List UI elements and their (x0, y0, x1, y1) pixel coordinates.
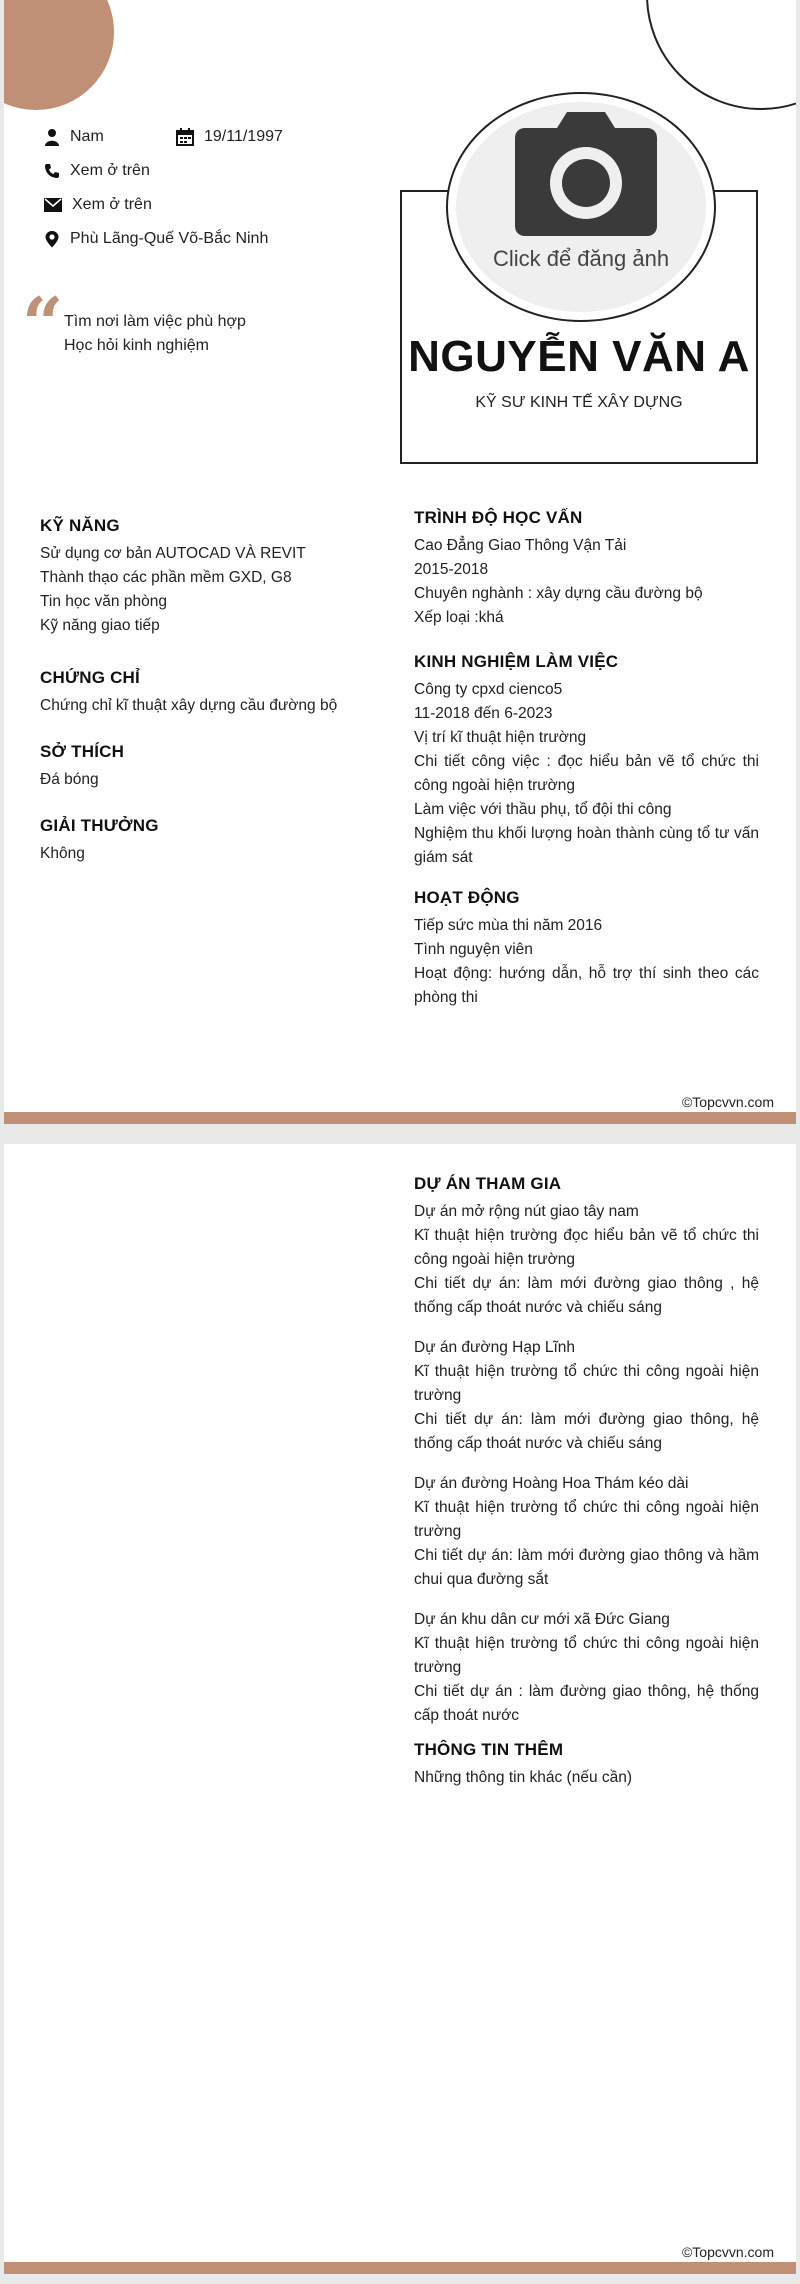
project-line: Dự án đường Hạp Lĩnh (414, 1339, 576, 1356)
experience-item: Nghiệm thu khối lượng hoàn thành cùng tổ tư vấn giám sát (414, 825, 759, 866)
full-name: NGUYỄN VĂN A (408, 332, 750, 381)
section-title: KỸ NĂNG (40, 516, 120, 535)
education-item: Chuyên nghành : xây dựng cầu đường bộ (414, 585, 703, 602)
address-text: Phù Lãng-Quế Võ-Bắc Ninh (70, 230, 269, 247)
email-row (44, 196, 152, 214)
address-row (44, 230, 268, 248)
project-line: Chi tiết dự án: làm mới đường giao thông và hầm chui qua đường sắt (414, 1547, 759, 1588)
project-line: Chi tiết dự án : làm đường giao thông, hệ thống cấp thoát nước (414, 1683, 759, 1724)
skill-item: Kỹ năng giao tiếp (40, 617, 160, 634)
project-item (414, 1200, 759, 1320)
career-objective (64, 310, 246, 358)
phone-row (44, 162, 150, 180)
skill-item: Sử dụng cơ bản AUTOCAD VÀ REVIT (40, 545, 306, 562)
more-info-item: Những thông tin khác (nếu cần) (414, 1769, 633, 1786)
job-title: KỸ SƯ KINH TẾ XÂY DỰNG (475, 394, 683, 411)
cv-page-2 (4, 1144, 796, 2274)
gender-row (44, 128, 104, 146)
phone-icon (44, 163, 60, 179)
quote-icon: “ (22, 281, 64, 366)
section-title: HOẠT ĐỘNG (414, 888, 520, 907)
avatar-upload-label: Click để đăng ảnh (492, 246, 670, 271)
section-title: GIẢI THƯỞNG (40, 816, 159, 835)
section-title: TRÌNH ĐỘ HỌC VẤN (414, 508, 583, 527)
section-title: SỞ THÍCH (40, 742, 125, 761)
skill-item: Tin học văn phòng (40, 593, 167, 610)
section-title: KINH NGHIỆM LÀM VIỆC (414, 652, 619, 671)
activity-item: Tiếp sức mùa thi năm 2016 (414, 917, 603, 934)
experience-item: 11-2018 đến 6-2023 (414, 705, 553, 722)
project-line: Dự án mở rộng nút giao tây nam (414, 1203, 639, 1220)
objective-line: Học hỏi kinh nghiệm (64, 337, 209, 354)
project-line: Chi tiết dự án: làm mới đường giao thông , hệ thống cấp thoát nước và chiếu sáng (414, 1275, 759, 1316)
education-item: Cao Đẳng Giao Thông Vận Tải (414, 537, 627, 554)
education-item: Xếp loại :khá (414, 609, 504, 626)
footer-accent-bar (4, 2262, 796, 2274)
decorative-corner-circle (4, 0, 114, 110)
decorative-ring (646, 0, 796, 110)
hobby-item: Đá bóng (40, 771, 99, 788)
hobbies-section (40, 742, 385, 792)
projects-section (414, 1174, 759, 1728)
objective-line: Tìm nơi làm việc phù hợp (64, 313, 246, 330)
certificate-item: Chứng chỉ kĩ thuật xây dựng cầu đường bộ (40, 697, 338, 714)
calendar-icon (176, 128, 194, 146)
email-text: Xem ở trên (72, 196, 152, 213)
section-title: THÔNG TIN THÊM (414, 1740, 564, 1759)
project-line: Kĩ thuật hiện trường tổ chức thi công ngoài hiện trường (414, 1635, 759, 1676)
project-line: Kĩ thuật hiện trường tổ chức thi công ngoài hiện trường (414, 1499, 759, 1540)
camera-icon (511, 108, 661, 240)
certificates-section (40, 668, 385, 718)
activity-item: Tình nguyện viên (414, 941, 533, 958)
copyright: ©Topcvvn.com (681, 2244, 774, 2260)
award-item: Không (40, 845, 85, 862)
skill-item: Thành thạo các phần mềm GXD, G8 (40, 569, 292, 586)
project-item (414, 1336, 759, 1456)
footer-accent-bar (4, 1112, 796, 1124)
location-pin-icon (44, 230, 60, 248)
gender-text: Nam (70, 128, 104, 145)
experience-item: Chi tiết công việc : đọc hiểu bản vẽ tổ chức thi công ngoài hiện trường (414, 753, 759, 794)
birthday-text: 19/11/1997 (204, 128, 283, 145)
project-item (414, 1608, 759, 1728)
education-item: 2015-2018 (414, 561, 489, 578)
copyright: ©Topcvvn.com (681, 1094, 774, 1110)
skills-section (40, 516, 385, 638)
section-title: DỰ ÁN THAM GIA (414, 1174, 562, 1193)
project-line: Kĩ thuật hiện trường đọc hiểu bản vẽ tổ chức thi công ngoài hiện trường (414, 1227, 759, 1268)
project-line: Dự án khu dân cư mới xã Đức Giang (414, 1611, 670, 1628)
project-line: Dự án đường Hoàng Hoa Thám kéo dài (414, 1475, 689, 1492)
experience-section (414, 652, 759, 870)
cv-page-1 (4, 0, 796, 1124)
activities-section (414, 888, 759, 1010)
birthday-row (176, 128, 283, 146)
experience-item: Công ty cpxd cienco5 (414, 681, 563, 698)
experience-item: Làm việc với thầu phụ, tổ đội thi công (414, 801, 672, 818)
awards-section (40, 816, 385, 866)
activity-item: Hoạt động: hướng dẫn, hỗ trợ thí sinh theo các phòng thi (414, 965, 759, 1006)
project-item (414, 1472, 759, 1592)
project-line: Kĩ thuật hiện trường tổ chức thi công ngoài hiện trường (414, 1363, 759, 1404)
avatar-upload[interactable] (446, 92, 716, 322)
email-icon (44, 198, 62, 212)
education-section (414, 508, 759, 630)
avatar-placeholder (456, 102, 706, 312)
person-icon (44, 128, 60, 146)
more-info-section (414, 1740, 759, 1790)
experience-item: Vị trí kĩ thuật hiện trường (414, 729, 587, 746)
phone-text: Xem ở trên (70, 162, 150, 179)
section-title: CHỨNG CHỈ (40, 668, 140, 687)
project-line: Chi tiết dự án: làm mới đường giao thông, hệ thống cấp thoát nước và chiếu sáng (414, 1411, 759, 1452)
